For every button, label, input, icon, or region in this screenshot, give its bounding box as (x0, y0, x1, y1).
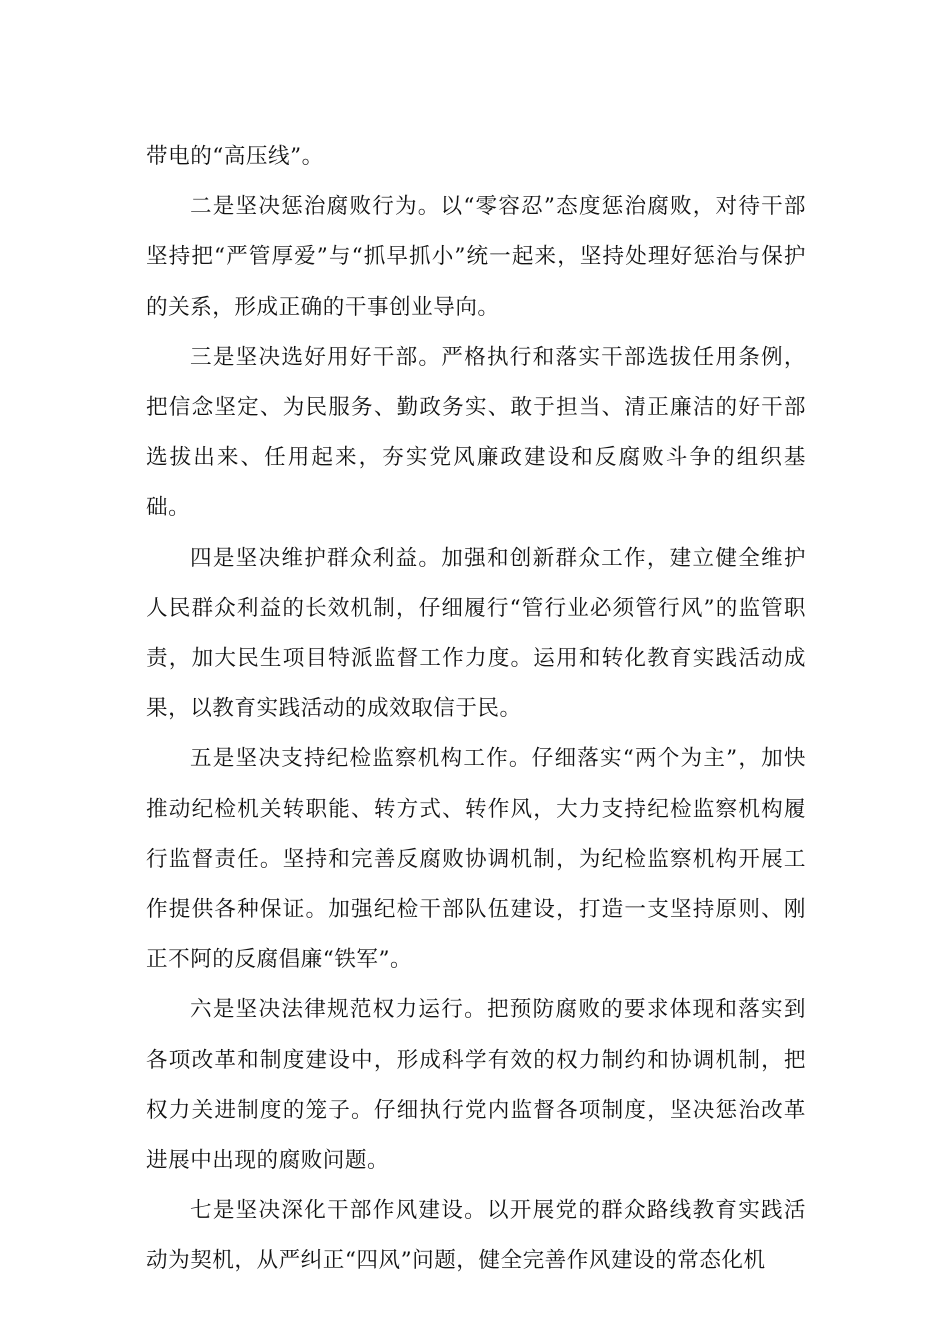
paragraph-item-5: 五是坚决支持纪检监察机构工作。仔细落实“两个为主”，加快推动纪检机关转职能、转方式、转作风，大力支持纪检监察机构履行监督责任。坚持和完善反腐败协调机制，为纪检监察机构开展工作提供各种保证。加强纪检干部队伍建设，打造一支坚持原则、刚正不阿的反腐倡廉“铁军”。 (146, 746, 806, 973)
paragraph-item-6: 六是坚决法律规范权力运行。把预防腐败的要求体现和落实到各项改革和制度建设中，形成科学有效的权力制约和协调机制，把权力关进制度的笼子。仔细执行党内监督各项制度，坚决惩治改革进展中出现的腐败问题。 (146, 997, 806, 1174)
paragraph-continuation: 带电的“高压线”。 (146, 144, 324, 169)
paragraph-item-7: 七是坚决深化干部作风建设。以开展党的群众路线教育实践活动为契机，从严纠正“四风”问题，健全完善作风建设的常态化机 (146, 1198, 806, 1274)
document-body (146, 132, 806, 1287)
paragraph-item-3: 三是坚决选好用好干部。严格执行和落实干部选拔任用条例，把信念坚定、为民服务、勤政务实、敢于担当、清正廉洁的好干部选拔出来、任用起来，夯实党风廉政建设和反腐败斗争的组织基础。 (146, 344, 806, 521)
paragraph-item-2: 二是坚决惩治腐败行为。以“零容忍”态度惩治腐败，对待干部坚持把“严管厚爱”与“抓早抓小”统一起来，坚持处理好惩治与保护的关系，形成正确的干事创业导向。 (146, 194, 806, 320)
paragraph-item-4: 四是坚决维护群众利益。加强和创新群众工作，建立健全维护人民群众利益的长效机制，仔细履行“管行业必须管行风”的监管职责，加大民生项目特派监督工作力度。运用和转化教育实践活动成果，以教育实践活动的成效取信于民。 (146, 545, 806, 722)
